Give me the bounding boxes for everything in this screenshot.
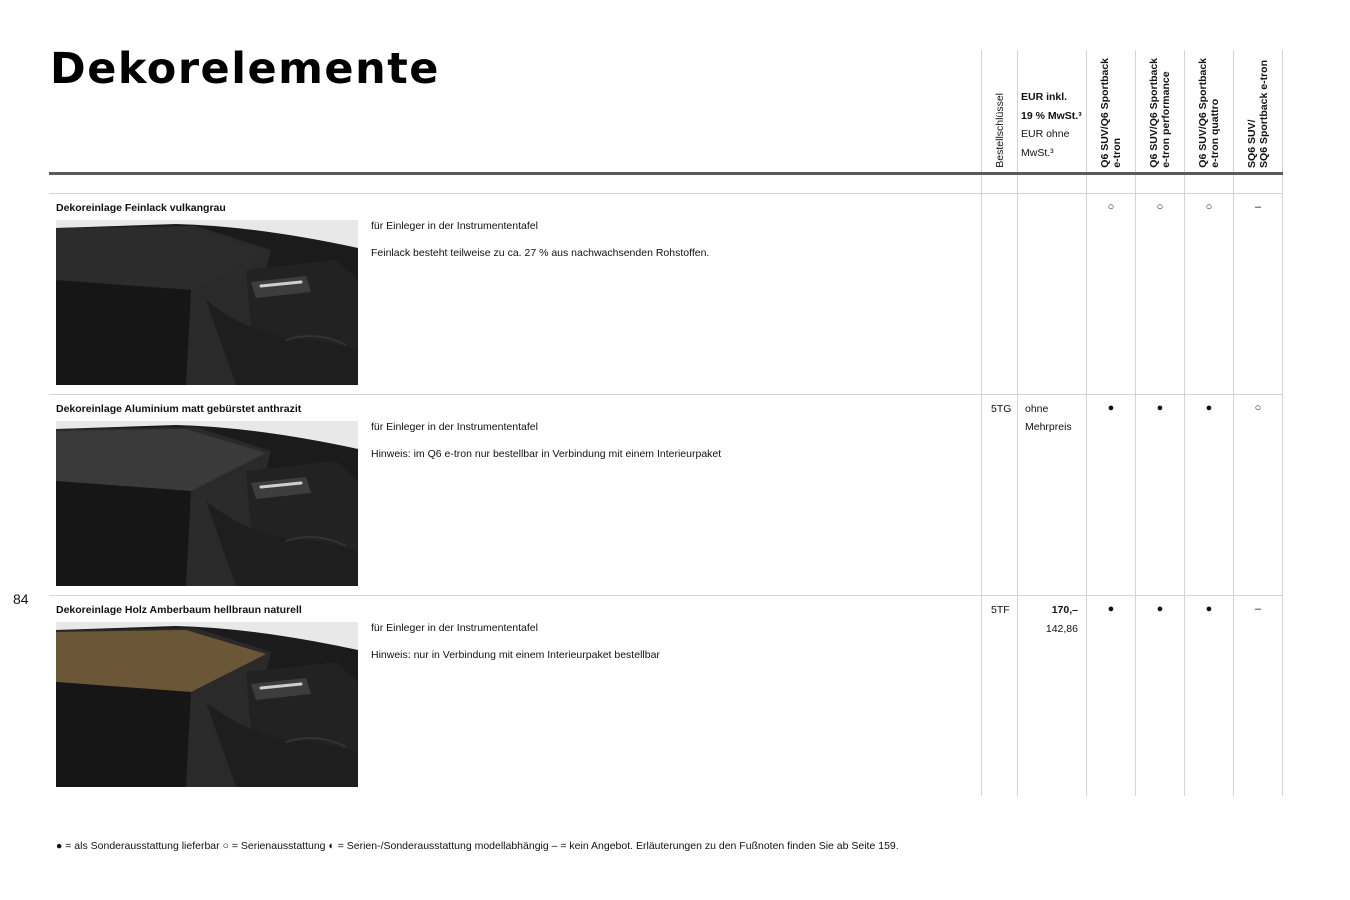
availability-mark: – — [1254, 603, 1262, 615]
row-note: Feinlack besteht teilweise zu ca. 27 % aus nachwachsenden Rohstoffen. — [371, 247, 710, 259]
availability-mark: ● — [1156, 603, 1164, 615]
availability-mark: – — [1254, 201, 1262, 213]
availability-mark: ● — [1156, 402, 1164, 414]
order-code: 5TF — [991, 604, 1010, 616]
header-order-code: Bestellschlüssel — [994, 93, 1006, 168]
price: ohne Mehrpreis — [1025, 403, 1072, 433]
availability-mark: ● — [1107, 402, 1115, 414]
column-divider — [981, 50, 982, 796]
column-divider — [1282, 50, 1283, 796]
legend: ● = als Sonderausstattung lieferbar ○ = Serienausstattung ◐ = Serien-/Sonderausstattung modellabhängig – = kein Angebot. Erläuterungen zu den Fußnoten finden Sie ab Seite 159. — [56, 840, 899, 852]
availability-mark: ○ — [1156, 201, 1164, 213]
row-description: für Einleger in der Instrumententafel — [371, 220, 538, 232]
column-divider — [1086, 50, 1087, 796]
row-note: Hinweis: nur in Verbindung mit einem Interieurpaket bestellbar — [371, 649, 660, 661]
header-model-sq6: SQ6 SUV/ SQ6 Sportback e-tron — [1246, 60, 1270, 168]
row-divider — [49, 394, 1283, 395]
column-divider — [1017, 50, 1018, 796]
order-code: 5TG — [991, 403, 1012, 415]
column-divider — [1135, 50, 1136, 796]
row-divider — [49, 193, 1283, 194]
interior-trim-image — [56, 622, 358, 787]
row-title: Dekoreinlage Holz Amberbaum hellbraun naturell — [56, 604, 302, 616]
row-title: Dekoreinlage Feinlack vulkangrau — [56, 202, 226, 214]
availability-mark: ○ — [1107, 201, 1115, 213]
header-model-q6-performance: Q6 SUV/Q6 Sportback e-tron performance — [1148, 58, 1172, 168]
price: 170,– 142,86 — [1045, 604, 1078, 635]
availability-mark: ● — [1107, 603, 1115, 615]
header-rule — [49, 172, 1283, 175]
header-model-q6-etron: Q6 SUV/Q6 Sportback e-tron — [1099, 58, 1123, 168]
page-number: 84 — [13, 591, 29, 607]
row-description: für Einleger in der Instrumententafel — [371, 622, 538, 634]
availability-mark: ● — [1205, 603, 1213, 615]
row-description: für Einleger in der Instrumententafel — [371, 421, 538, 433]
row-title: Dekoreinlage Aluminium matt gebürstet anthrazit — [56, 403, 302, 415]
interior-trim-image — [56, 421, 358, 586]
column-divider — [1184, 50, 1185, 796]
availability-mark: ○ — [1205, 201, 1213, 213]
interior-trim-image — [56, 220, 358, 385]
availability-mark: ● — [1205, 402, 1213, 414]
row-note: Hinweis: im Q6 e-tron nur bestellbar in Verbindung mit einem Interieurpaket — [371, 448, 722, 460]
row-divider — [49, 595, 1283, 596]
header-model-q6-quattro: Q6 SUV/Q6 Sportback e-tron quattro — [1197, 58, 1221, 168]
page-title: Dekorelemente — [50, 44, 440, 94]
column-divider — [1233, 50, 1234, 796]
header-price: EUR inkl. 19 % MwSt.³ EUR ohne MwSt.³ — [1021, 91, 1082, 159]
availability-mark: ○ — [1254, 402, 1262, 414]
